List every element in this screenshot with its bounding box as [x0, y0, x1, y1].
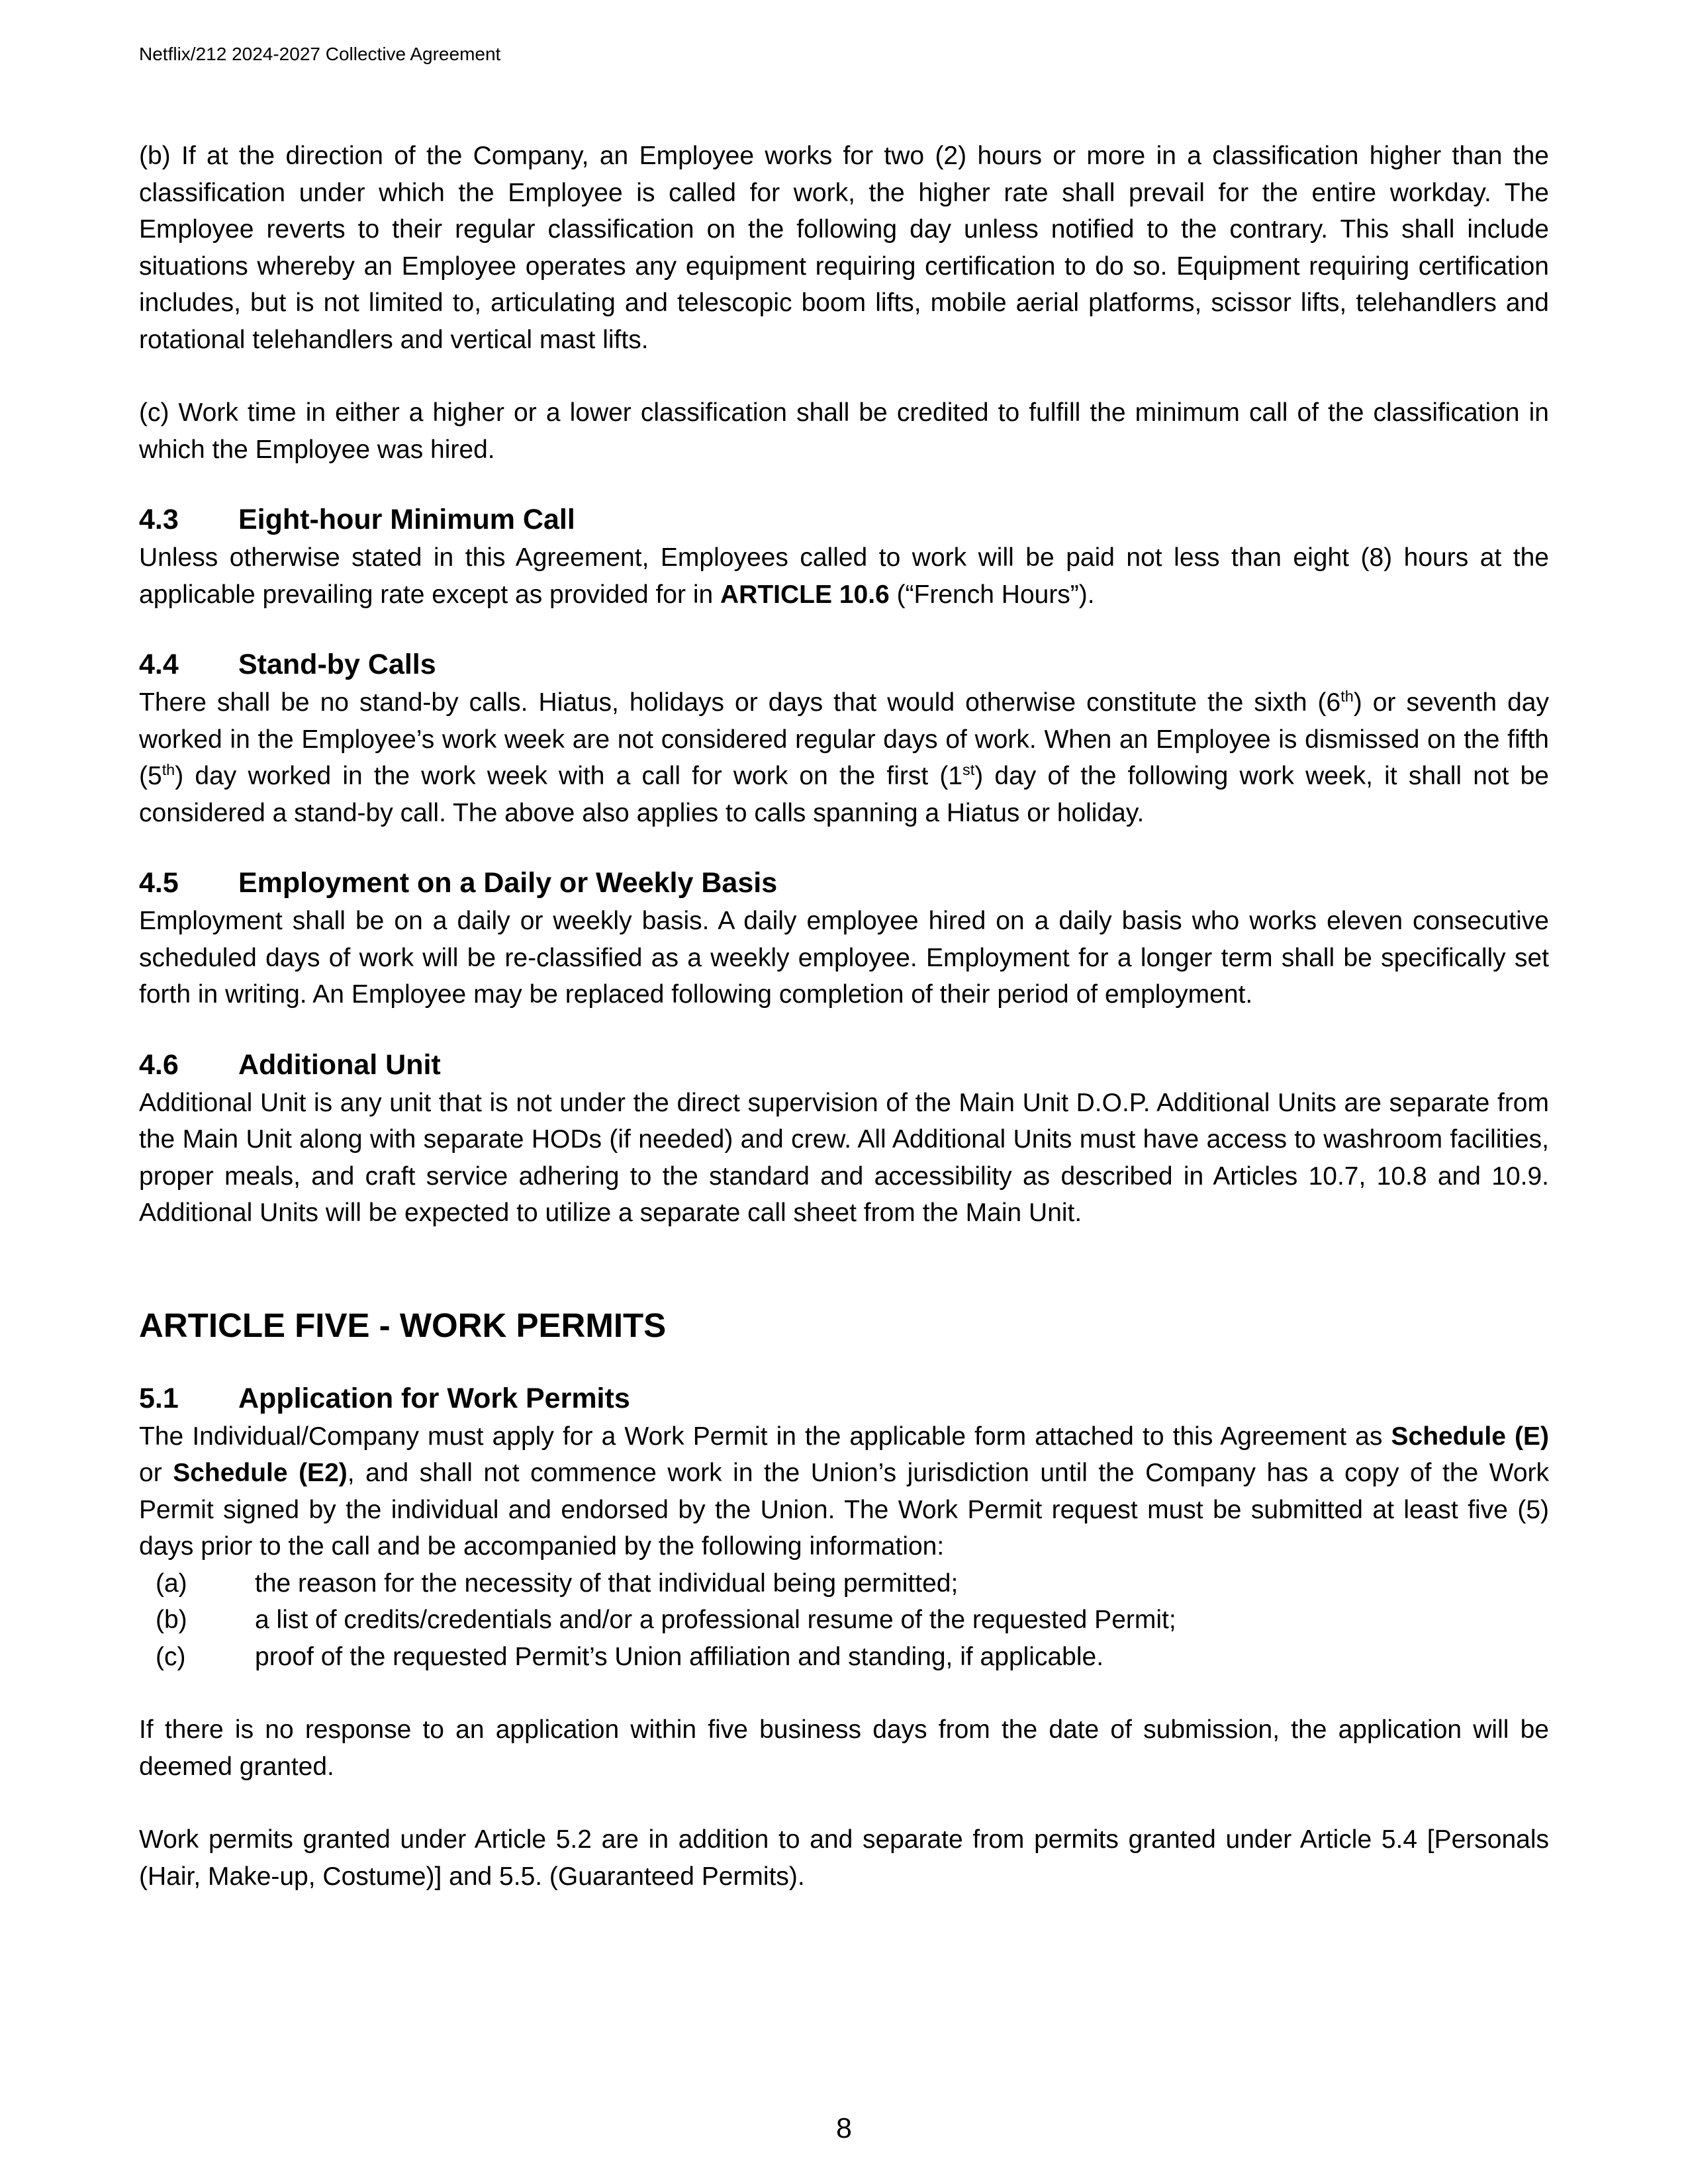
- requirements-list: [139, 1565, 1549, 1676]
- section-5-1-body: [139, 1418, 1549, 1565]
- page-content: [139, 138, 1549, 1895]
- schedule-reference: Schedule (E): [1391, 1422, 1549, 1451]
- body-text: ) day of the following work week, it shall not be considered a stand-by call. The above also applies to calls spanning a Hiatus or holiday.: [139, 762, 1549, 827]
- section-number: 4.3: [139, 504, 179, 535]
- paragraph-b: (b) If at the direction of the Company, an Employee works for two (2) hours or more in a classification higher than the classification under which the Employee is called for work, the higher rate shall prevail for the entire workday. The Employee reverts to their regular classification on the following day unless notified to the contrary. This shall include situations whereby an Employee operates any equipment requiring certification to do so. Equipment requiring certification includes, but is not limited to, articulating and telescopic boom lifts, mobile aerial platforms, scissor lifts, telehandlers and rotational telehandlers and vertical mast lifts.: [139, 142, 1549, 354]
- section-number: 4.5: [139, 867, 179, 899]
- body-text: or: [139, 1459, 173, 1487]
- body-text: , and shall not commence work in the Union’s jurisdiction until the Company has a copy of the Work Permit signed by the individual and endorsed by the Union. The Work Permit request must be submitted at least five (5) days prior to the call and be accompanied by the following information:: [139, 1459, 1550, 1561]
- body-text: (“French Hours”).: [889, 580, 1095, 609]
- list-item-label: (b): [156, 1606, 187, 1634]
- running-header: Netflix/212 2024-2027 Collective Agreement: [139, 44, 501, 64]
- ordinal-suffix: th: [162, 761, 175, 778]
- section-heading-4-6: [139, 1046, 1549, 1083]
- list-item-text: proof of the requested Permit’s Union affiliation and standing, if applicable.: [255, 1642, 1104, 1671]
- list-item-text: the reason for the necessity of that individual being permitted;: [255, 1569, 959, 1598]
- section-heading-4-4: [139, 646, 1549, 683]
- section-heading-4-5: [139, 864, 1549, 901]
- section-title: Additional Unit: [238, 1048, 441, 1081]
- section-number: 4.4: [139, 649, 179, 680]
- list-item-text: a list of credits/credentials and/or a professional resume of the requested Permit;: [255, 1606, 1176, 1634]
- section-heading-5-1: [139, 1380, 1549, 1417]
- body-text: There shall be no stand-by calls. Hiatus, holidays or days that would otherwise constitute the sixth (6: [139, 688, 1341, 717]
- body-text: Unless otherwise stated in this Agreement, Employees called to work will be paid not less than eight (8) hours at the applicable prevailing rate except as provided for in: [139, 543, 1549, 609]
- section-title: Application for Work Permits: [238, 1382, 630, 1414]
- paragraph-c: (c) Work time in either a higher or a lower classification shall be credited to fulfill the minimum call of the classification in which the Employee was hired.: [139, 398, 1549, 464]
- section-title: Employment on a Daily or Weekly Basis: [238, 867, 778, 899]
- section-4-5-body: Employment shall be on a daily or weekly basis. A daily employee hired on a daily basis who works eleven consecutive scheduled days of work will be re-classified as a weekly employee. Employment for a longer term shall be specifically set forth in writing. An Employee may be replaced following completion of their period of employment.: [139, 907, 1549, 1009]
- ordinal-suffix: st: [962, 761, 975, 778]
- body-text: The Individual/Company must apply for a Work Permit in the applicable form attached to this Agreement as: [139, 1422, 1391, 1451]
- paragraph-work-permits: Work permits granted under Article 5.2 are in addition to and separate from permits granted under Article 5.4 [Personals (Hair, Make-up, Costume)] and 5.5. (Guaranteed Permits).: [139, 1825, 1549, 1891]
- page-number: 8: [836, 2113, 852, 2144]
- section-title: Eight-hour Minimum Call: [238, 504, 575, 535]
- section-4-6-body: Additional Unit is any unit that is not under the direct supervision of the Main Unit D.O.P. Additional Units are separate from the Main Unit along with separate HODs (if needed) and crew. All Additional Units must have access to washroom facilities, proper meals, and craft service adhering to the standard and accessibility as described in Articles 10.7, 10.8 and 10.9. Additional Units will be expected to utilize a separate call sheet from the Main Unit.: [139, 1088, 1549, 1227]
- article-heading: ARTICLE FIVE - WORK PERMITS: [139, 1306, 667, 1344]
- section-heading-4-3: [139, 501, 1549, 538]
- article-reference: ARTICLE 10.6: [720, 580, 890, 609]
- list-item: [139, 1639, 1549, 1676]
- list-item-label: (c): [156, 1642, 186, 1671]
- body-text: ) day worked in the work week with a call for work on the first (1: [175, 762, 963, 790]
- section-number: 5.1: [139, 1382, 179, 1414]
- section-number: 4.6: [139, 1048, 179, 1081]
- section-4-4-body: [139, 684, 1549, 831]
- section-4-3-body: [139, 539, 1549, 613]
- section-title: Stand-by Calls: [238, 649, 436, 680]
- body-text: ) or seventh day worked in the Employee’s work week are not considered regular days of work. When an Employee is dismissed on the fifth (5: [139, 688, 1549, 790]
- list-item-label: (a): [156, 1569, 187, 1598]
- list-item: [139, 1565, 1549, 1602]
- schedule-reference: Schedule (E2): [173, 1459, 348, 1487]
- paragraph-no-response: If there is no response to an application within five business days from the date of submission, the application will be deemed granted.: [139, 1715, 1549, 1781]
- ordinal-suffix: th: [1340, 688, 1354, 705]
- list-item: [139, 1602, 1549, 1639]
